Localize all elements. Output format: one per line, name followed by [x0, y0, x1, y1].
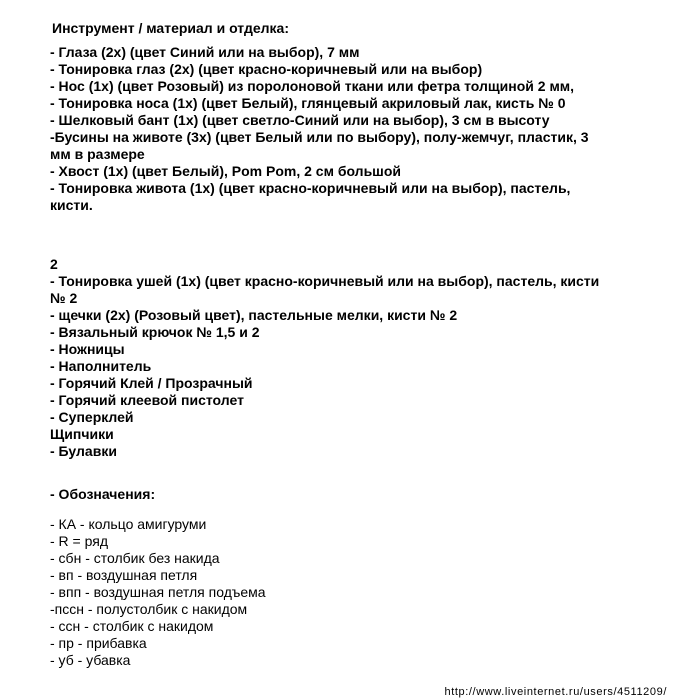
legend-item: - R = ряд: [50, 533, 108, 549]
material-item: - Ножницы: [50, 341, 125, 357]
material-item: - Хвост (1х) (цвет Белый), Pom Pom, 2 см большой: [50, 163, 402, 179]
section-number: 2: [50, 256, 58, 272]
material-item: Щипчики: [50, 426, 114, 442]
material-item-continuation: кисти.: [50, 197, 93, 213]
legend-heading: - Обозначения:: [50, 486, 156, 502]
material-item: - Горячий клеевой пистолет: [50, 392, 244, 408]
material-item: - Тонировка живота (1х) (цвет красно-коричневый или на выбор), пастель,: [50, 180, 571, 196]
material-item: - Шелковый бант (1х) (цвет светло-Синий или на выбор), 3 см в высоту: [50, 112, 550, 128]
material-item-continuation: мм в размере: [50, 146, 145, 162]
legend-item: -пссн - полустолбик с накидом: [50, 601, 248, 617]
material-item: - Наполнитель: [50, 358, 152, 374]
material-item: - Тонировка ушей (1х) (цвет красно-коричневый или на выбор), пастель, кисти: [50, 273, 600, 289]
material-item: - Вязальный крючок № 1,5 и 2: [50, 324, 260, 340]
legend-item: - КА - кольцо амигуруми: [50, 516, 207, 532]
materials-heading: Инструмент / материал и отделка:: [52, 20, 289, 36]
material-item: - Булавки: [50, 443, 117, 459]
material-item-continuation: № 2: [50, 290, 78, 306]
material-item: - Нос (1х) (цвет Розовый) из поролоновой ткани или фетра толщиной 2 мм,: [50, 78, 575, 94]
legend-item: - впп - воздушная петля подъема: [50, 584, 266, 600]
material-item: -Бусины на животе (3х) (цвет Белый или по выбору), полу-жемчуг, пластик, 3: [50, 129, 589, 145]
material-item: - Суперклей: [50, 409, 134, 425]
material-item: - Тонировка носа (1х) (цвет Белый), глянцевый акриловый лак, кисть № 0: [50, 95, 566, 111]
material-item: - Глаза (2х) (цвет Синий или на выбор), 7 мм: [50, 44, 360, 60]
material-item: - Горячий Клей / Прозрачный: [50, 375, 253, 391]
legend-item: - ссн - столбик с накидом: [50, 618, 214, 634]
legend-item: - вп - воздушная петля: [50, 567, 198, 583]
legend-item: - пр - прибавка: [50, 635, 147, 651]
source-url-watermark: http://www.liveinternet.ru/users/4511209/: [444, 686, 667, 698]
material-item: - Тонировка глаз (2х) (цвет красно-коричневый или на выбор): [50, 61, 483, 77]
legend-item: - сбн - столбик без накида: [50, 550, 220, 566]
material-item: - щечки (2х) (Розовый цвет), пастельные мелки, кисти № 2: [50, 307, 458, 323]
legend-item: - уб - убавка: [50, 652, 131, 668]
